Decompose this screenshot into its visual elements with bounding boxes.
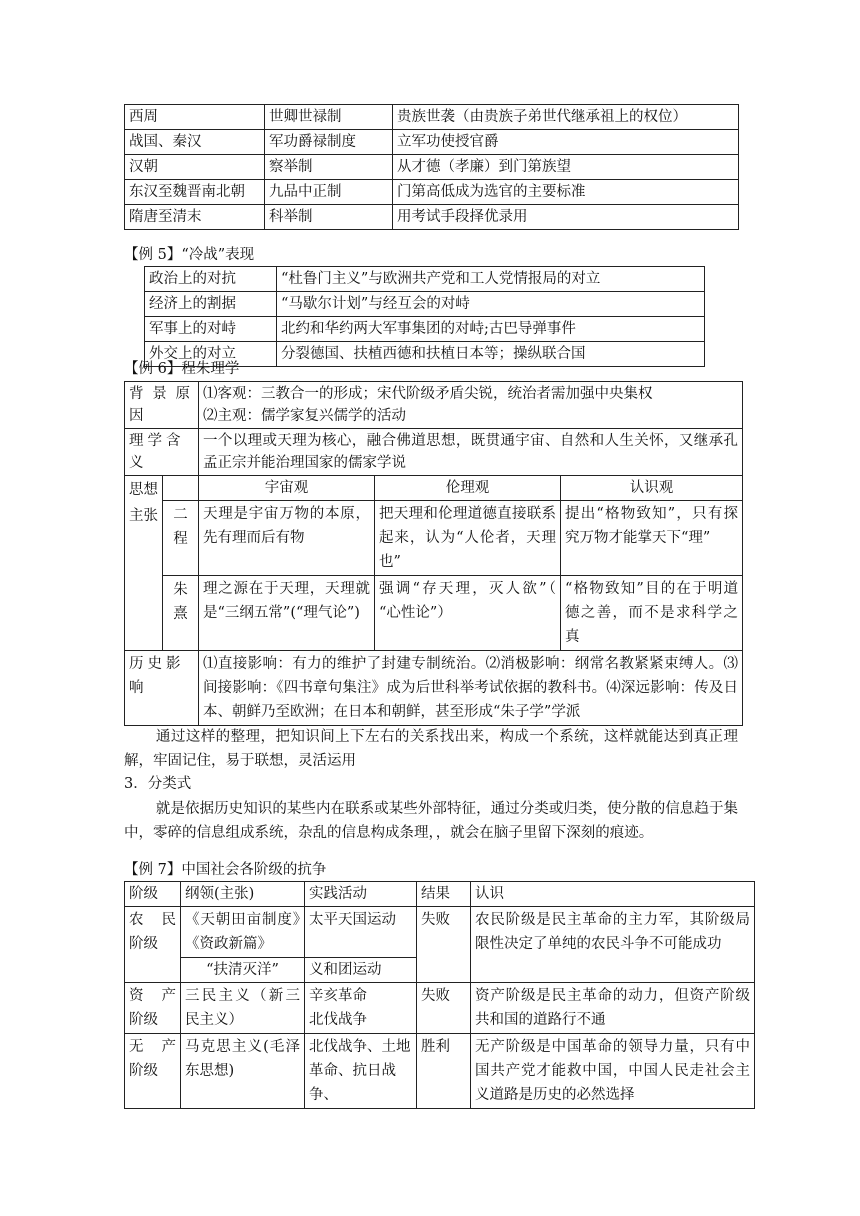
class-struggle-table xyxy=(124,881,755,1109)
table-cell: 军功爵禄制度 xyxy=(265,130,393,155)
table-cell: 门第高低成为选官的主要标准 xyxy=(393,180,739,205)
table-cell: 北伐战争、土地革命、抗日战争、 xyxy=(305,1034,417,1109)
table-cell: 军事上的对峙 xyxy=(145,317,277,342)
table-cell: 强调“存天理，灭人欲”（ “心性论”） xyxy=(375,576,561,651)
table-cell: 察举制 xyxy=(265,155,393,180)
table-cell: 九品中正制 xyxy=(265,180,393,205)
result-cell: 胜利 xyxy=(417,1034,471,1109)
cold-war-table xyxy=(144,266,705,367)
table-cell: 义和团运动 xyxy=(305,958,417,983)
class-name: 资 产阶级 xyxy=(125,983,181,1034)
table-cell: 汉朝 xyxy=(125,155,265,180)
header-cell: 阶级 xyxy=(125,882,181,907)
table-cell: 太平天国运动 xyxy=(305,907,417,958)
table-row xyxy=(125,382,743,429)
table-cell: 理之源在于天理，天理就是“三纲五常”(“理气论”) xyxy=(199,576,375,651)
table-cell: 辛亥革命 北伐战争 xyxy=(305,983,417,1034)
section-heading: 3．分类式 xyxy=(124,776,192,792)
table-cell: “杜鲁门主义”与欧洲共产党和工人党情报局的对立 xyxy=(277,267,705,292)
table-row xyxy=(145,267,705,292)
table-cell: 政治上的对抗 xyxy=(145,267,277,292)
table-cell: 三民主义（新三民主义） xyxy=(181,983,305,1034)
summary-paragraph: 通过这样的整理，把知识间上下左右的关系找出来，构成一个系统，这样就能达到真正理解，牢固记住，易于联想，灵活运用 xyxy=(124,729,738,769)
header-cell: 结果 xyxy=(417,882,471,907)
table-cell: 经济上的割据 xyxy=(145,292,277,317)
table-cell: 外交上的对立 xyxy=(145,342,277,367)
table-row xyxy=(125,180,739,205)
table-cell: 马克思主义(毛泽东思想) xyxy=(181,1034,305,1109)
table-row xyxy=(125,907,755,958)
thinker-name: 朱熹 xyxy=(163,576,199,651)
col-head-epistemology: 认识观 xyxy=(561,476,743,501)
table-cell: 把天理和伦理道德直接联系起来，认为“人伦者，天理也” xyxy=(375,501,561,576)
thinker-name: 二程 xyxy=(163,501,199,576)
table-cell: “格物致知”目的在于明道德之善，而不是求科学之真 xyxy=(561,576,743,651)
result-cell: 失败 xyxy=(417,983,471,1034)
table-cell: 从才德（孝廉）到门第族望 xyxy=(393,155,739,180)
table-cell: 贵族世袭（由贵族子弟世代继承祖上的权位） xyxy=(393,105,739,130)
example5-heading: 【例 5】“冷战”表现 xyxy=(124,247,255,263)
table-row xyxy=(125,429,743,476)
header-cell: 实践活动 xyxy=(305,882,417,907)
table-cell: “扶清灭洋” xyxy=(181,958,305,983)
table-cell: 东汉至魏晋南北朝 xyxy=(125,180,265,205)
impact-label: 历史影响 xyxy=(125,651,199,726)
table-row xyxy=(125,501,743,576)
col-head-cosmology: 宇宙观 xyxy=(199,476,375,501)
table-cell: 隋唐至清末 xyxy=(125,205,265,230)
table-row xyxy=(125,130,739,155)
class-name: 农 民阶级 xyxy=(125,907,181,983)
table-cell: 资产阶级是民主革命的动力，但资产阶级共和国的道路行不通 xyxy=(471,983,755,1034)
table-cell: 分裂德国、扶植西德和扶植日本等；操纵联合国 xyxy=(277,342,705,367)
meaning-text: 一个以理或天理为核心，融合佛道思想，既贯通宇宙、自然和人生关怀，又继承孔孟正宗并能治理国家的儒家学说 xyxy=(199,429,743,476)
table-cell: 农民阶级是民主革命的主力军，其阶级局限性决定了单纯的农民斗争不可能成功 xyxy=(471,907,755,983)
table-row xyxy=(125,1034,755,1109)
result-cell: 失败 xyxy=(417,907,471,983)
table-cell: 科举制 xyxy=(265,205,393,230)
neo-confucianism-table xyxy=(124,381,743,726)
table-cell: 提出“格物致知”，只有探究万物才能掌天下“理” xyxy=(561,501,743,576)
table-row xyxy=(125,983,755,1034)
impact-text: ⑴直接影响：有力的维护了封建专制统治。⑵消极影响：纲常名教紧紧束缚人。⑶间接影响：《四书章句集注》成为后世科举考试依据的教科书。⑷深远影响：传及日本、朝鲜乃至欧洲；在日本和朝鲜，甚至形成“朱子学”学派 xyxy=(199,651,743,726)
table-row xyxy=(125,205,739,230)
table-row xyxy=(125,882,755,907)
classification-paragraph: 就是依据历史知识的某些内在联系或某些外部特征，通过分类或归类，使分散的信息趋于集中，零碎的信息组成系统，杂乱的信息构成条理，，就会在脑子里留下深刻的痕迹。 xyxy=(124,801,738,841)
meaning-label: 理学含义 xyxy=(125,429,199,476)
table-cell: 战国、秦汉 xyxy=(125,130,265,155)
col-head-ethics: 伦理观 xyxy=(375,476,561,501)
example7-heading: 【例 7】中国社会各阶级的抗争 xyxy=(124,862,327,878)
table-cell: 世卿世禄制 xyxy=(265,105,393,130)
table-cell: 无产阶级是中国革命的领导力量，只有中国共产党才能救中国，中国人民走社会主义道路是历史的必然选择 xyxy=(471,1034,755,1109)
bg-text: ⑴客观：三教合一的形成；宋代阶级矛盾尖锐，统治者需加强中央集权 ⑵主观：儒学家复兴儒学的活动 xyxy=(199,382,743,429)
ideas-label: 思想主张 xyxy=(125,476,163,651)
table-cell: 用考试手段择优录用 xyxy=(393,205,739,230)
header-cell: 认识 xyxy=(471,882,755,907)
table-cell: 《天朝田亩制度》《资政新篇》 xyxy=(181,907,305,958)
table-cell: 北约和华约两大军事集团的对峙;古巴导弹事件 xyxy=(277,317,705,342)
official-selection-table xyxy=(124,104,739,230)
table-row xyxy=(125,476,743,501)
table-row xyxy=(125,105,739,130)
table-row xyxy=(125,576,743,651)
table-row xyxy=(125,155,739,180)
table-cell: 天理是宇宙万物的本原，先有理而后有物 xyxy=(199,501,375,576)
bg-label: 背景原因 xyxy=(125,382,199,429)
table-cell: 西周 xyxy=(125,105,265,130)
table-row xyxy=(145,292,705,317)
table-cell xyxy=(163,476,199,501)
table-cell: “马歇尔计划”与经互会的对峙 xyxy=(277,292,705,317)
class-name: 无 产阶级 xyxy=(125,1034,181,1109)
example6-heading: 【例 6】程朱理学 xyxy=(124,361,240,377)
header-cell: 纲领(主张) xyxy=(181,882,305,907)
table-row xyxy=(125,651,743,726)
table-cell: 立军功使授官爵 xyxy=(393,130,739,155)
table-row xyxy=(145,317,705,342)
